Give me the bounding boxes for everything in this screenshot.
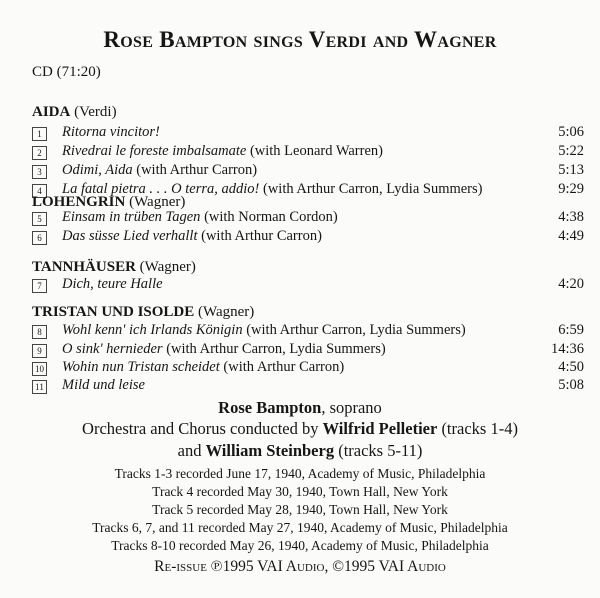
track-title: Wohl kenn' ich Irlands Königin <box>62 322 243 338</box>
soloist-credit <box>0 398 600 418</box>
track-title: La fatal pietra . . . O terra, addio! <box>62 181 260 197</box>
track-title: Mild und leise <box>62 377 145 393</box>
opera-heading <box>32 104 117 121</box>
track-number: 4 <box>32 184 47 198</box>
opera-name: LOHENGRIN <box>32 194 126 210</box>
copyright: Re-issue ℗1995 VAI Audio, ©1995 VAI Audio <box>154 558 446 575</box>
opera-name: AIDA <box>32 104 71 120</box>
composer: (Wagner) <box>198 304 255 320</box>
track-number: 6 <box>32 231 47 245</box>
track-duration: 6:59 <box>558 322 584 338</box>
track-title: O sink' hernieder <box>62 341 163 357</box>
track-performers: (with Arthur Carron) <box>201 228 322 244</box>
composer: (Verdi) <box>74 104 117 120</box>
track-title: Einsam in trüben Tagen <box>62 209 201 225</box>
track-performers: (with Arthur Carron, Lydia Summers) <box>246 322 466 338</box>
track-row <box>32 377 584 395</box>
track-row <box>32 276 584 294</box>
recording-info: Tracks 6, 7, and 11 recorded May 27, 1940, Academy of Music, Philadelphia <box>92 520 508 535</box>
track-duration: 5:08 <box>558 377 584 393</box>
track-performers: (with Norman Cordon) <box>204 209 338 225</box>
track-row <box>32 359 584 377</box>
opera-name: TRISTAN UND ISOLDE <box>32 304 195 320</box>
track-title: Odimi, Aida <box>62 162 133 178</box>
track-title: Rivedrai le foreste imbalsamate <box>62 143 247 159</box>
track-number: 8 <box>32 325 47 339</box>
track-duration: 4:49 <box>558 228 584 244</box>
track-title: Das süsse Lied verhallt <box>62 228 198 244</box>
track-number: 1 <box>32 127 47 141</box>
track-title: Ritorna vincitor! <box>62 124 160 140</box>
track-row <box>32 209 584 227</box>
track-duration: 14:36 <box>550 341 584 357</box>
track-number: 7 <box>32 279 47 293</box>
track-row <box>32 143 584 161</box>
recording-info: Track 5 recorded May 28, 1940, Town Hall, New York <box>152 502 448 517</box>
track-number: 11 <box>32 380 47 394</box>
orchestra-credit <box>0 419 600 439</box>
track-performers: (with Arthur Carron, Lydia Summers) <box>263 181 483 197</box>
track-performers: (with Leonard Warren) <box>249 143 383 159</box>
recording-info: Tracks 1-3 recorded June 17, 1940, Academy of Music, Philadelphia <box>114 466 486 481</box>
track-duration: 4:38 <box>558 209 584 225</box>
track-row <box>32 124 584 142</box>
track-duration: 9:29 <box>558 181 584 197</box>
conductor-1-tracks: (tracks 1-4) <box>437 419 518 438</box>
conductor-2-credit <box>0 441 600 461</box>
track-duration: 4:20 <box>558 276 584 292</box>
track-performers: (with Arthur Carron, Lydia Summers) <box>166 341 386 357</box>
track-number: 2 <box>32 146 47 160</box>
track-row <box>32 341 584 359</box>
track-row <box>32 228 584 246</box>
soloist-name: Rose Bampton <box>218 398 322 417</box>
composer: (Wagner) <box>129 194 186 210</box>
track-duration: 4:50 <box>558 359 584 375</box>
track-duration: 5:13 <box>558 162 584 178</box>
recording-info: Track 4 recorded May 30, 1940, Town Hall, New York <box>152 484 448 499</box>
opera-heading <box>32 259 196 276</box>
track-number: 5 <box>32 212 47 226</box>
orchestra-prefix: Orchestra and Chorus conducted by <box>82 419 323 438</box>
track-performers: (with Arthur Carron) <box>223 359 345 375</box>
conductor-2-tracks: (tracks 5-11) <box>334 441 423 460</box>
track-number: 3 <box>32 165 47 179</box>
opera-heading <box>32 304 254 321</box>
cd-duration: CD (71:20) <box>32 64 101 80</box>
opera-name: TANNHÄUSER <box>32 259 136 275</box>
track-number: 9 <box>32 344 47 358</box>
track-duration: 5:22 <box>558 143 584 159</box>
conductor-2: William Steinberg <box>205 441 335 460</box>
track-title: Wohin nun Tristan scheidet <box>62 359 220 375</box>
track-row <box>32 322 584 340</box>
soloist-role: , soprano <box>321 398 382 417</box>
track-performers: (with Arthur Carron) <box>136 162 258 178</box>
conductor-1: Wilfrid Pelletier <box>322 419 438 438</box>
composer: (Wagner) <box>139 259 196 275</box>
track-number: 10 <box>32 362 47 376</box>
album-title: Rose Bampton sings Verdi and Wagner <box>103 27 497 52</box>
track-row <box>32 162 584 180</box>
track-duration: 5:06 <box>558 124 584 140</box>
and-text: and <box>177 441 206 460</box>
recording-info: Tracks 8-10 recorded May 26, 1940, Academy of Music, Philadelphia <box>111 538 489 553</box>
track-title: Dich, teure Halle <box>62 276 163 292</box>
